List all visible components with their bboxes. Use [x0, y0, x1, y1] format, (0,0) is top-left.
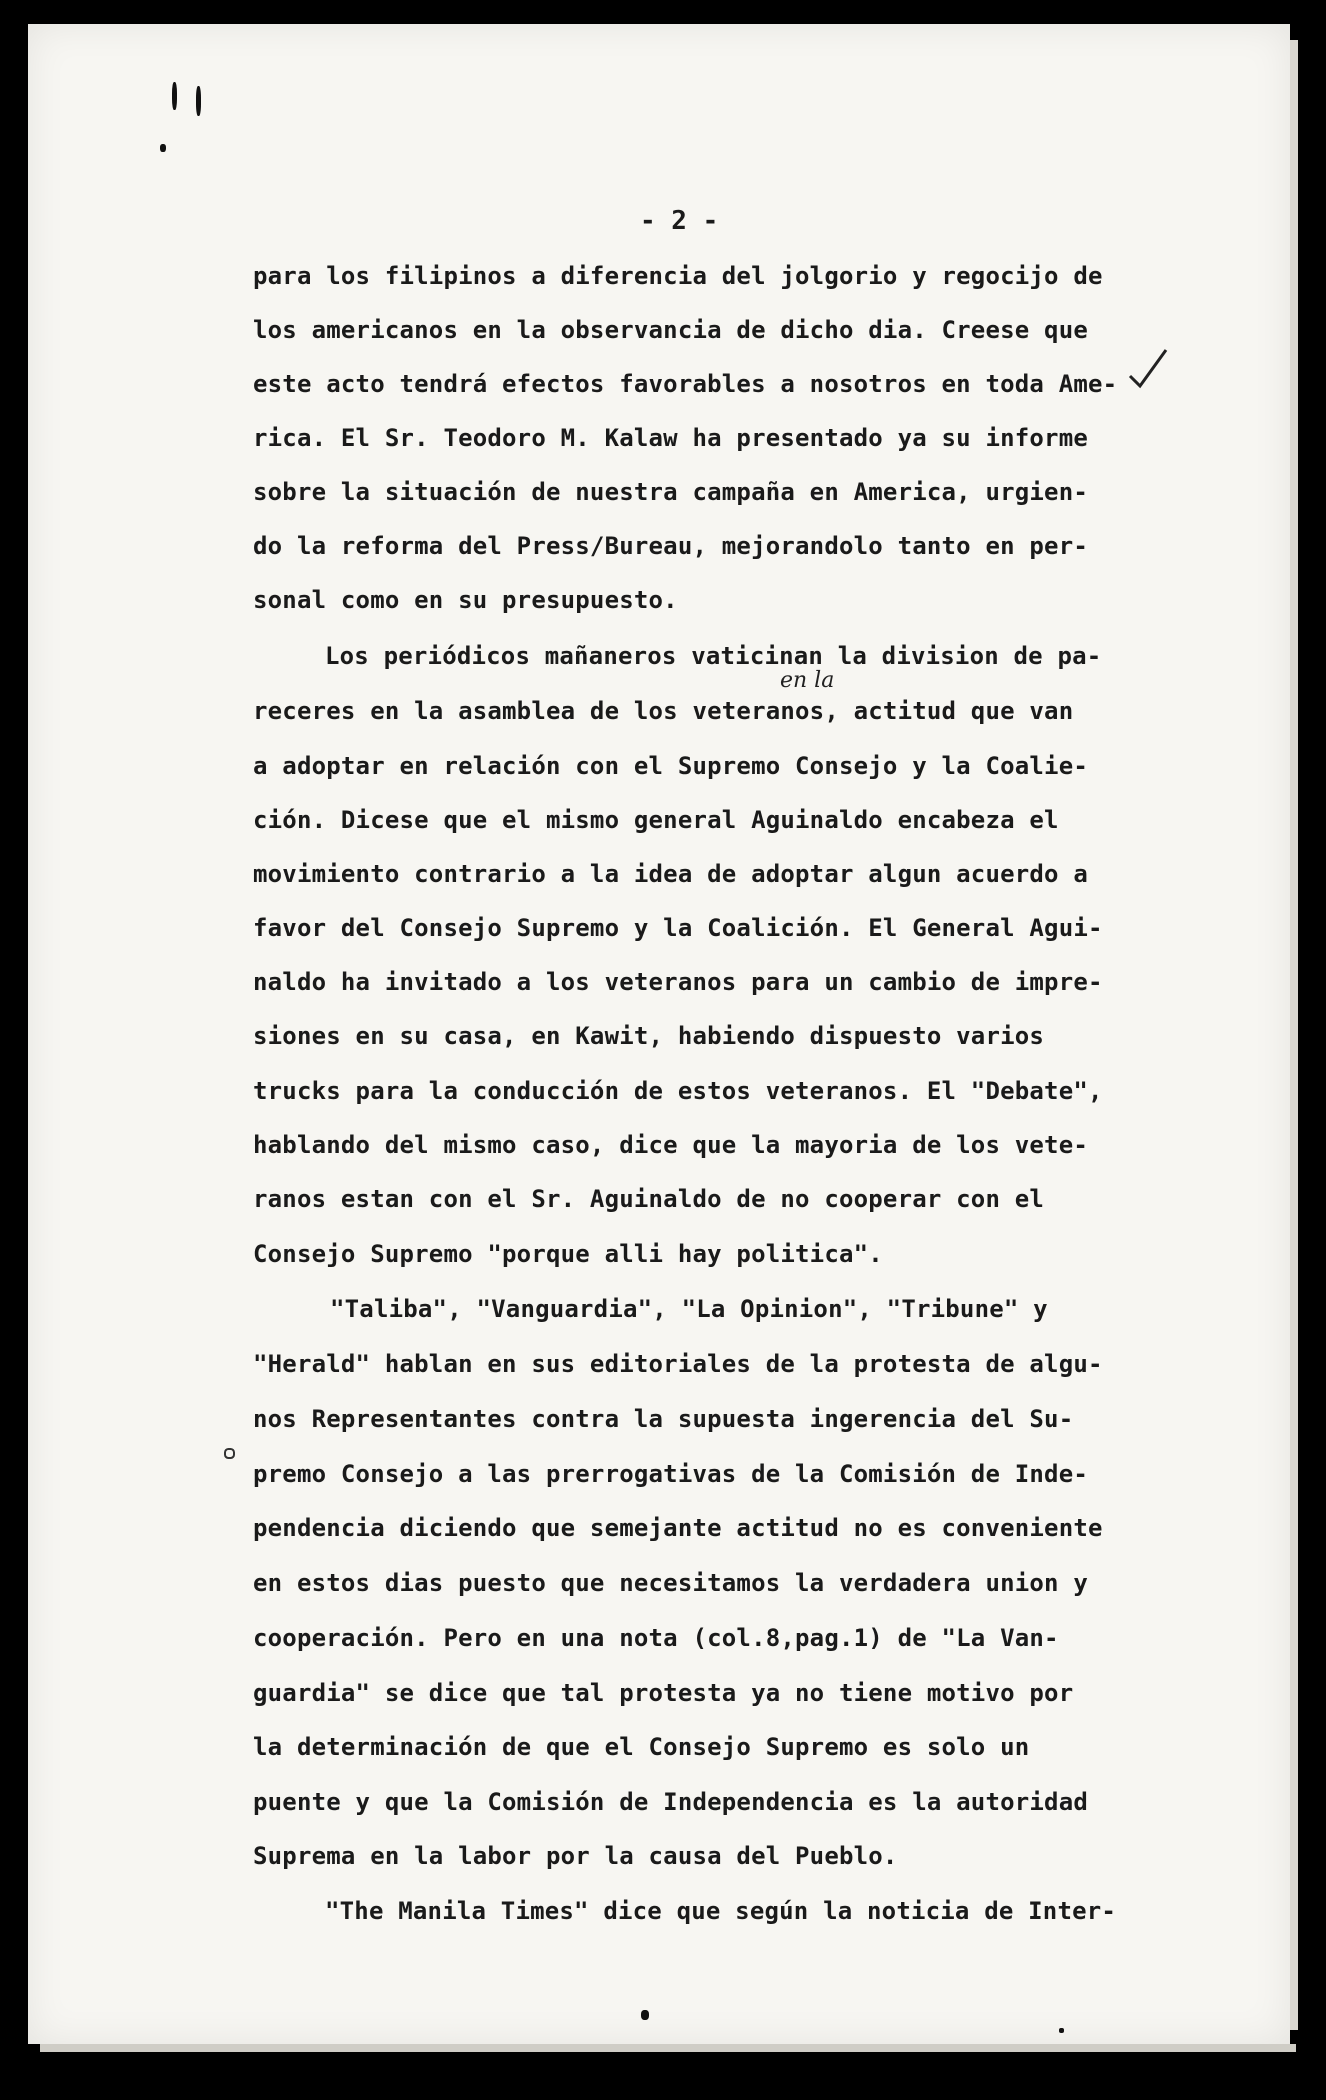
handwritten-insertion: en la — [780, 668, 835, 693]
text-line: en estos dias puesto que necesitamos la verdadera union y — [253, 1569, 1089, 1597]
text-line: sonal como en su presupuesto. — [253, 586, 678, 614]
check-mark-icon — [1126, 346, 1170, 390]
ink-mark — [1059, 2028, 1064, 2033]
ink-mark — [224, 1448, 235, 1459]
ink-mark — [641, 2010, 649, 2020]
text-line: "Taliba", "Vanguardia", "La Opinion", "Tribune" y — [330, 1295, 1048, 1323]
page-number: - 2 - — [640, 206, 719, 236]
text-line: sobre la situación de nuestra campaña en America, urgien- — [253, 478, 1089, 506]
text-line: Los periódicos mañaneros vaticinan la division de pa- — [325, 642, 1102, 670]
ink-mark — [160, 144, 166, 152]
text-line: siones en su casa, en Kawit, habiendo dispuesto varios — [253, 1022, 1045, 1050]
text-line: puente y que la Comisión de Independencia es la autoridad — [253, 1788, 1089, 1816]
text-line: receres en la asamblea de los veteranos, actitud que van — [253, 697, 1074, 725]
text-line: "Herald" hablan en sus editoriales de la protesta de algu- — [253, 1350, 1103, 1378]
text-line: favor del Consejo Supremo y la Coalición. El General Agui- — [253, 914, 1103, 942]
text-line: para los filipinos a diferencia del jolgorio y regocijo de — [253, 262, 1103, 290]
text-line: naldo ha invitado a los veteranos para un cambio de impre- — [253, 968, 1103, 996]
text-line: este acto tendrá efectos favorables a nosotros en toda Ame- — [253, 370, 1118, 398]
text-line: nos Representantes contra la supuesta ingerencia del Su- — [253, 1405, 1074, 1433]
text-line: ranos estan con el Sr. Aguinaldo de no cooperar con el — [253, 1185, 1045, 1213]
text-line: cooperación. Pero en una nota (col.8,pag.1) de "La Van- — [253, 1624, 1059, 1652]
text-line: pendencia diciendo que semejante actitud no es conveniente — [253, 1514, 1103, 1542]
text-line: movimiento contrario a la idea de adoptar algun acuerdo a — [253, 860, 1089, 888]
page-edge-bottom — [40, 2044, 1296, 2052]
text-line: trucks para la conducción de estos veteranos. El "Debate", — [253, 1077, 1103, 1105]
text-line: Suprema en la labor por la causa del Pueblo. — [253, 1842, 898, 1870]
text-line: la determinación de que el Consejo Supremo es solo un — [253, 1733, 1030, 1761]
ink-mark — [196, 86, 201, 116]
page-edge-right — [1290, 40, 1298, 2030]
text-line: premo Consejo a las prerrogativas de la Comisión de Inde- — [253, 1460, 1089, 1488]
text-line: "The Manila Times" dice que según la noticia de Inter- — [325, 1897, 1117, 1925]
text-line: hablando del mismo caso, dice que la mayoria de los vete- — [253, 1131, 1089, 1159]
text-line: do la reforma del Press/Bureau, mejorandolo tanto en per- — [253, 532, 1089, 560]
text-line: a adoptar en relación con el Supremo Consejo y la Coalie- — [253, 752, 1089, 780]
text-line: rica. El Sr. Teodoro M. Kalaw ha presentado ya su informe — [253, 424, 1089, 452]
text-line: guardia" se dice que tal protesta ya no tiene motivo por — [253, 1679, 1074, 1707]
text-line: Consejo Supremo "porque alli hay politica". — [253, 1240, 883, 1268]
text-line: ción. Dicese que el mismo general Aguinaldo encabeza el — [253, 806, 1059, 834]
text-line: los americanos en la observancia de dicho dia. Creese que — [253, 316, 1089, 344]
ink-mark — [172, 82, 177, 110]
